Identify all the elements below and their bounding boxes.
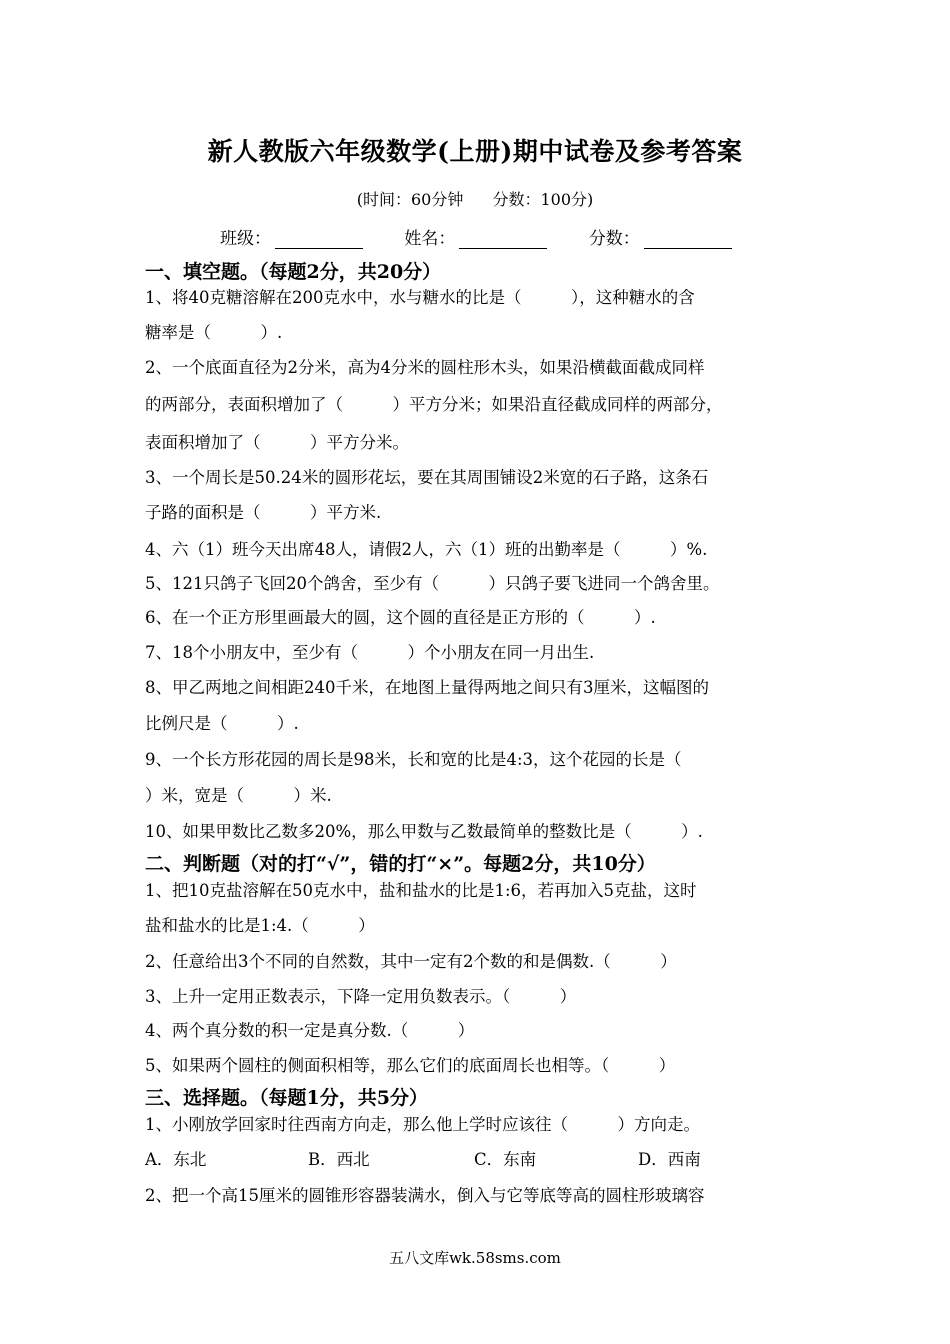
question-line: 3、一个周长是50.24米的圆形花坛，要在其周围铺设2米宽的石子路，这条石 <box>145 468 709 487</box>
question-line: 盐和盐水的比是1:4.（ ） <box>145 916 375 935</box>
question-line: 的两部分，表面积增加了（ ）平方分米；如果沿直径截成同样的两部分， <box>145 395 723 414</box>
choice-option-b: B．西北 <box>308 1150 370 1169</box>
question-line: 9、一个长方形花园的周长是98米，长和宽的比是4:3，这个花园的长是（ <box>145 750 682 769</box>
class-field: 班级： <box>220 224 363 249</box>
exam-total-score: 分数：100分) <box>492 190 594 209</box>
class-blank <box>275 230 363 249</box>
question-line: 子路的面积是（ ）平方米. <box>145 503 382 522</box>
page-title: 新人教版六年级数学(上册)期中试卷及参考答案 <box>207 137 743 166</box>
section-heading-multiple-choice: 三、选择题。（每题1分，共5分） <box>145 1087 428 1109</box>
question-line: 1、把10克盐溶解在50克水中，盐和盐水的比是1:6，若再加入5克盐，这时 <box>145 881 697 900</box>
choice-option-d: D．西南 <box>638 1150 701 1169</box>
section-heading-true-false: 二、判断题（对的打“√”，错的打“×”。每题2分，共10分） <box>145 853 656 875</box>
question-line: 5、如果两个圆柱的侧面积相等，那么它们的底面周长也相等。（ ） <box>145 1056 676 1075</box>
question-line: 比例尺是（ ）. <box>145 714 299 733</box>
question-line: 1、将40克糖溶解在200克水中，水与糖水的比是（ ），这种糖水的含 <box>145 288 695 307</box>
name-blank <box>459 230 547 249</box>
question-line: 表面积增加了（ ）平方分米。 <box>145 433 409 452</box>
question-line: 6、在一个正方形里画最大的圆，这个圆的直径是正方形的（ ）. <box>145 608 656 627</box>
name-field: 姓名： <box>404 224 547 249</box>
exam-time: (时间：60分钟 <box>356 190 464 209</box>
question-line: 3、上升一定用正数表示，下降一定用负数表示。（ ） <box>145 987 577 1006</box>
question-line: 10、如果甲数比乙数多20%，那么甲数与乙数最简单的整数比是（ ）. <box>145 822 703 841</box>
page-footer: 五八文库wk.58sms.com <box>389 1249 561 1267</box>
question-line: 2、一个底面直径为2分米，高为4分米的圆柱形木头，如果沿横截面截成同样 <box>145 358 705 377</box>
student-info <box>220 224 768 249</box>
score-blank <box>644 230 732 249</box>
question-line: 2、任意给出3个不同的自然数，其中一定有2个数的和是偶数.（ ） <box>145 952 677 971</box>
choice-option-a: A．东北 <box>145 1150 207 1169</box>
question-line: 5、121只鸽子飞回20个鸽舍，至少有（ ）只鸽子要飞进同一个鸽舍里。 <box>145 574 720 593</box>
score-field: 分数： <box>589 224 732 249</box>
exam-meta <box>0 187 950 210</box>
question-line: 4、两个真分数的积一定是真分数.（ ） <box>145 1021 475 1040</box>
question-line: ）米，宽是（ ）米. <box>145 786 332 805</box>
question-line: 4、六（1）班今天出席48人，请假2人，六（1）班的出勤率是（ ）%. <box>145 540 708 559</box>
choice-option-c: C．东南 <box>474 1150 537 1169</box>
question-line: 7、18个小朋友中，至少有（ ）个小朋友在同一月出生. <box>145 643 595 662</box>
question-line: 2、把一个高15厘米的圆锥形容器装满水，倒入与它等底等高的圆柱形玻璃容 <box>145 1186 705 1205</box>
question-line: 糖率是（ ）. <box>145 323 283 342</box>
question-line: 8、甲乙两地之间相距240千米，在地图上量得两地之间只有3厘米，这幅图的 <box>145 678 709 697</box>
question-line: 1、小刚放学回家时往西南方向走，那么他上学时应该往（ ）方向走。 <box>145 1115 700 1134</box>
section-heading-fill-blank: 一、填空题。（每题2分，共20分） <box>145 261 442 283</box>
